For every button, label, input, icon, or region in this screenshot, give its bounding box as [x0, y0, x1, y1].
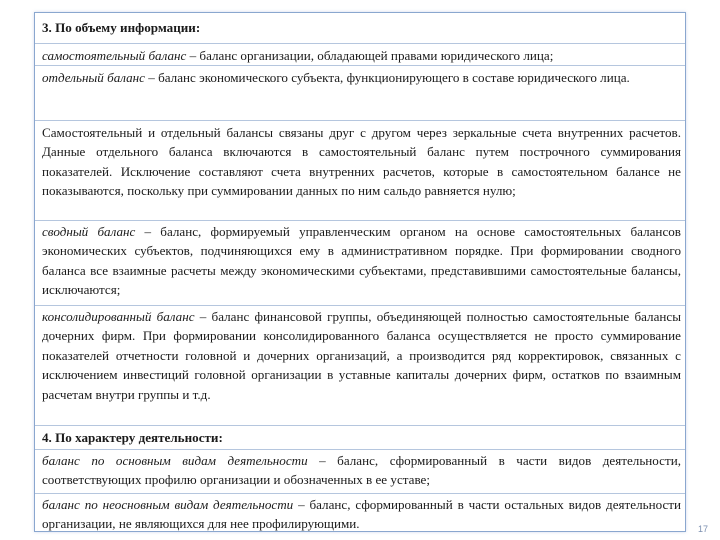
- definition: – баланс организации, обладающей правами юридического лица;: [186, 48, 554, 63]
- term: консолидированный баланс: [42, 309, 195, 324]
- section-heading-volume: [35, 13, 685, 43]
- list-item-independent-balance: [35, 43, 685, 65]
- list-item-consolidated-balance: [35, 305, 685, 425]
- list-item-non-main-activity-balance: [35, 493, 685, 533]
- heading-text: 4. По характеру деятельности:: [42, 430, 223, 445]
- definition: – баланс, формируемый управленческим органом на основе самостоятельных балансов экономических субъектов, подчиняющихся ему в административном порядке. При формировании сводного баланса все взаимные расчеты между экономическими субъектами, представившими самостоятельные балансы, исключаются;: [42, 224, 681, 298]
- list-item-main-activity-balance: [35, 449, 685, 493]
- term: баланс по неосновным видам деятельности: [42, 497, 294, 512]
- heading-text: 3. По объему информации:: [42, 20, 201, 35]
- paragraph-text: Самостоятельный и отдельный балансы связаны друг с другом через зеркальные счета внутренних расчетов. Данные отдельного баланса включаются в самостоятельный баланс путем построчного суммирования показателей. Исключение составляют счета внутренних расчетов, которые в самостоятельном балансе не показываются, поскольку при суммировании данных по ним сальдо равняется нулю;: [42, 125, 681, 199]
- definition: – баланс экономического субъекта, функционирующего в составе юридического лица.: [144, 70, 630, 85]
- definition: – баланс, сформированный в части видов деятельности, соответствующих профилю организации и обозначенных в ее уставе;: [42, 453, 681, 488]
- term: баланс по основным видам деятельности: [42, 453, 308, 468]
- term: самостоятельный баланс: [42, 48, 187, 63]
- list-item-separate-balance: [35, 65, 685, 120]
- definition: – баланс, сформированный в части остальных видов деятельности организации, не являющихся для нее профилирующими.: [42, 497, 682, 532]
- definition: – баланс финансовой группы, объединяющей полностью самостоятельные балансы дочерних фирм. При формировании консолидированного баланса осуществляется не просто суммирование показателей отчетности головной и дочерних организаций, а производится ряд корректировок, связанных с исключением инвестиций головной организации в уставные капиталы дочерних фирм, остатков по взаимным расчетам внутри группы и т.д.: [42, 309, 682, 402]
- paragraph-balance-links: [35, 120, 685, 220]
- content-frame: [34, 12, 686, 532]
- term: сводный баланс: [42, 224, 136, 239]
- section-heading-activity: [35, 425, 685, 449]
- term: отдельный баланс: [42, 70, 145, 85]
- list-item-summary-balance: [35, 220, 685, 305]
- page-number: 17: [697, 524, 708, 534]
